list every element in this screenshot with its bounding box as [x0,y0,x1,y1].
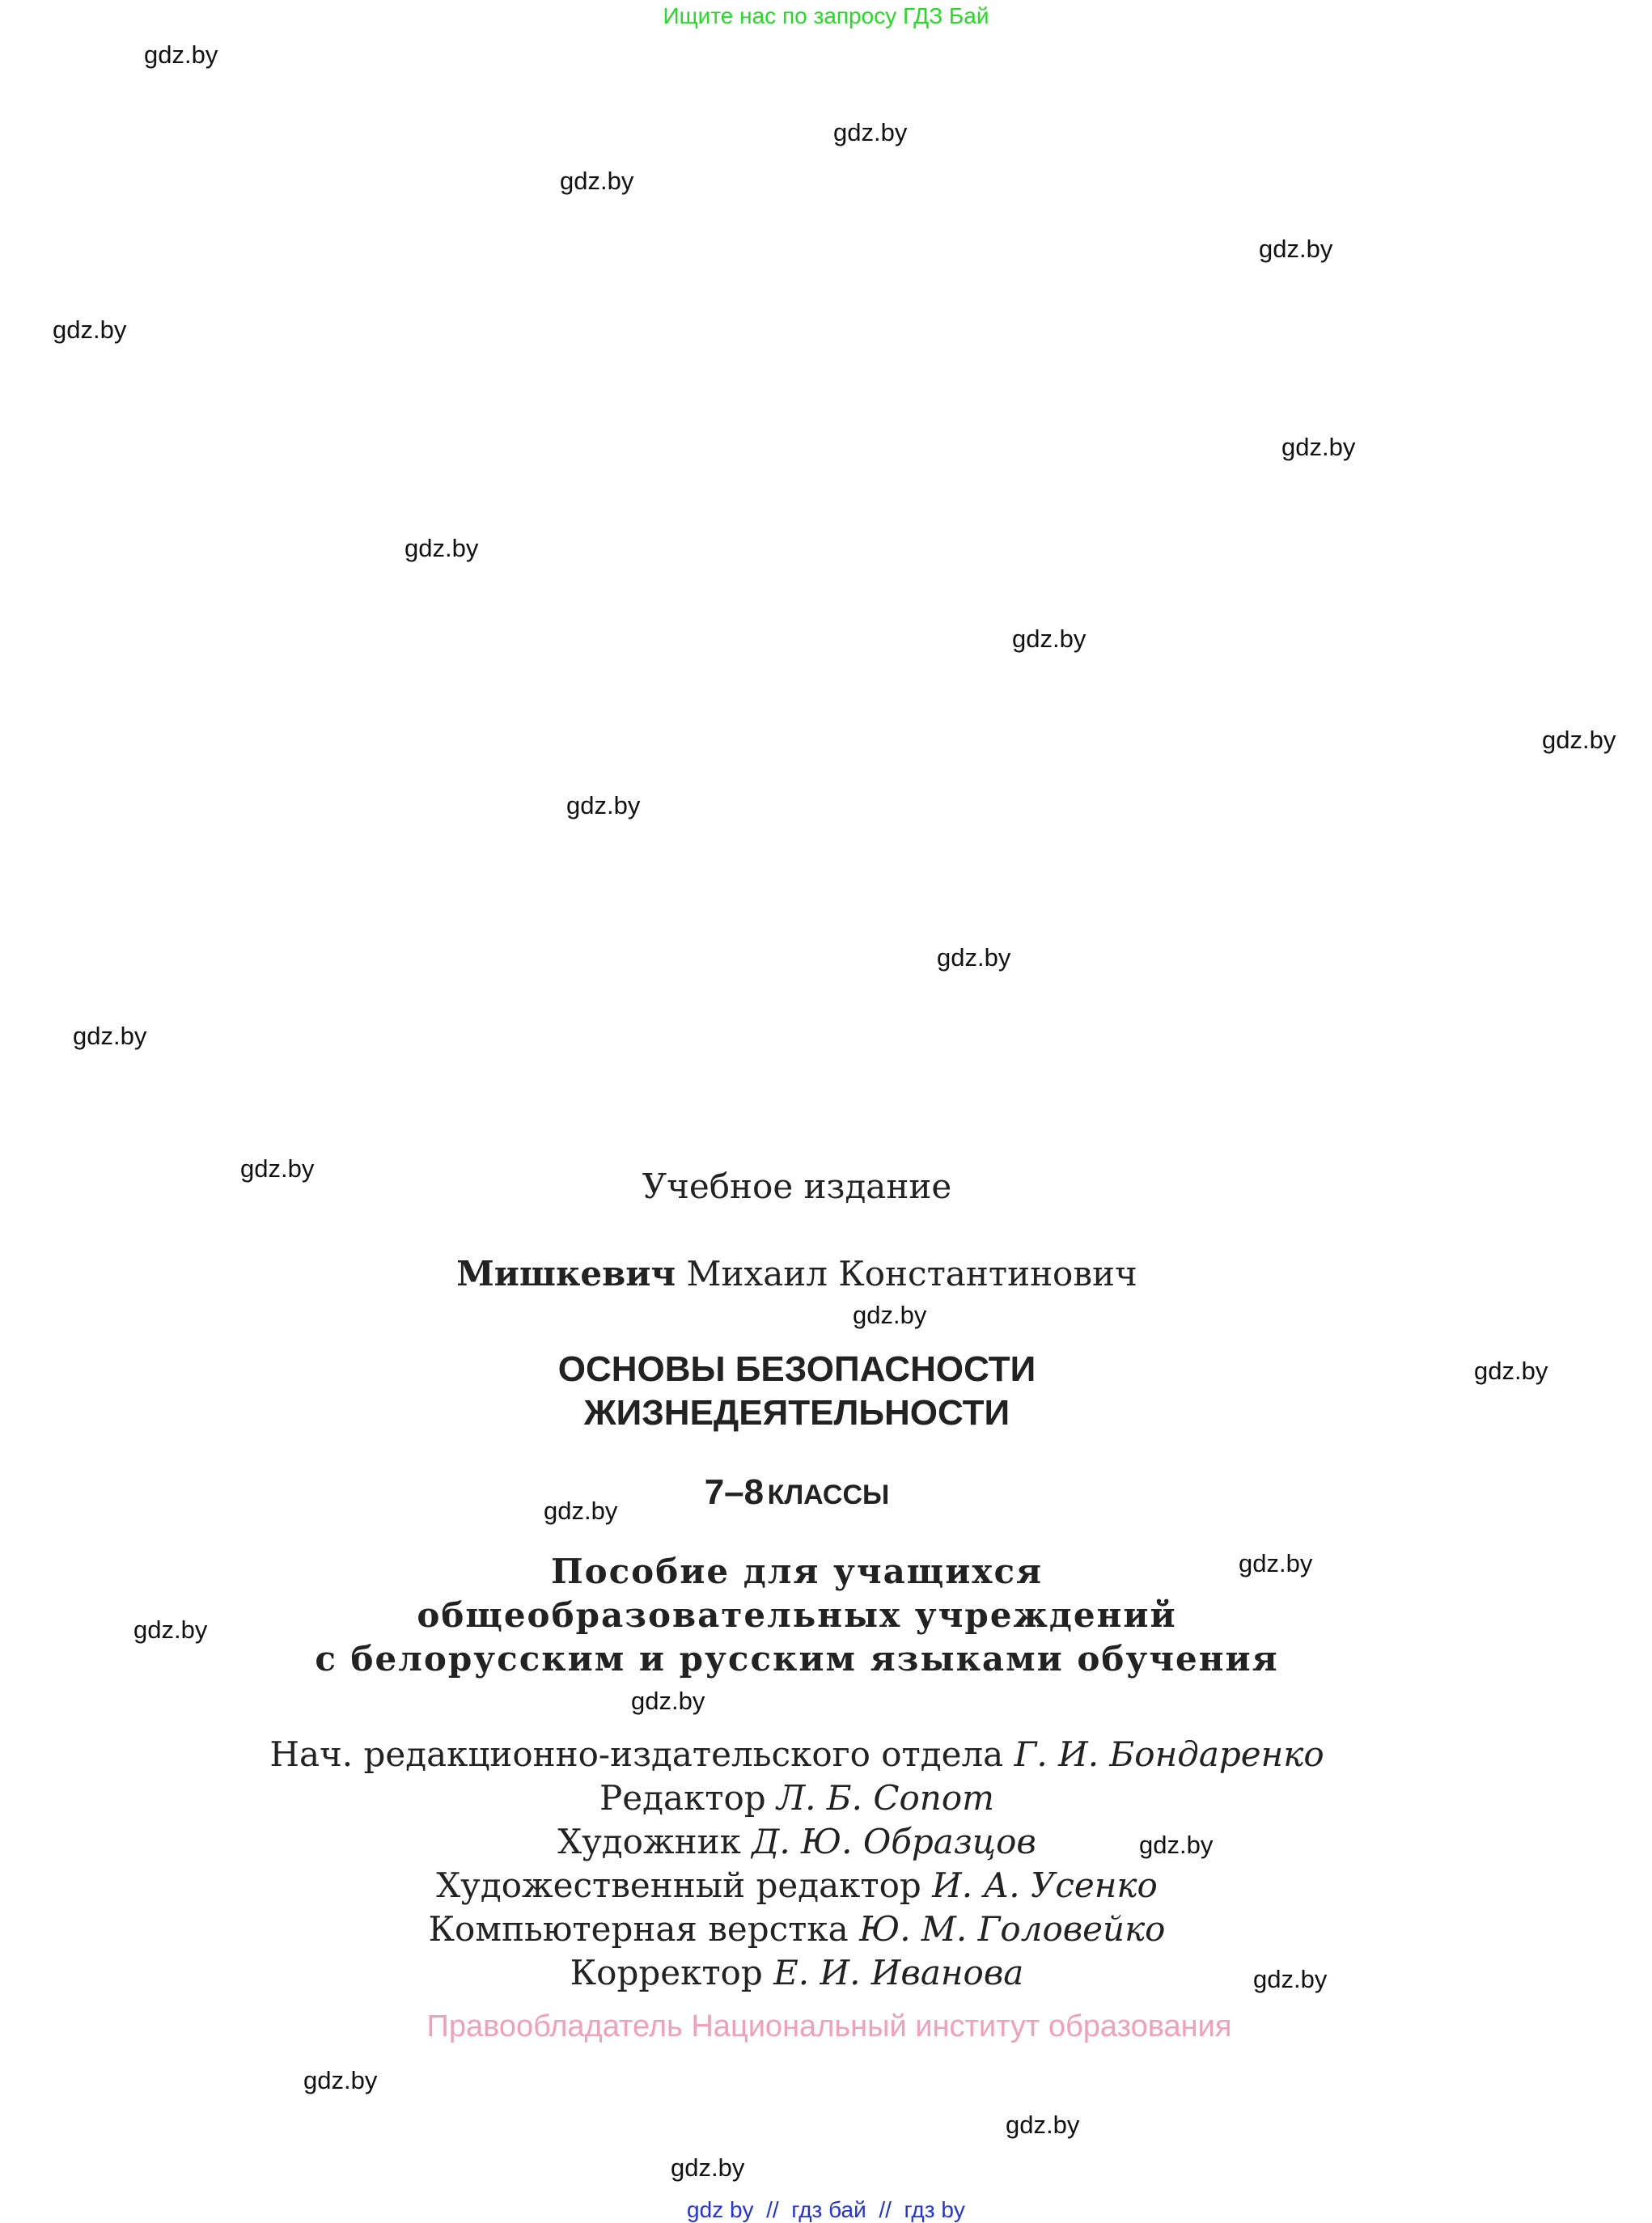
author [0,1254,1594,1294]
subtitle-line2: общеобразовательных учреждений [417,1595,1177,1635]
credit-person: Д. Ю. Образцов [752,1822,1036,1861]
watermark: gdz.by [1281,433,1356,461]
credit-role: Художник [557,1822,741,1861]
title-line1: ОСНОВЫ БЕЗОПАСНОСТИ [557,1349,1036,1389]
watermark: gdz.by [566,791,641,819]
author-surname: Мишкевич [456,1254,676,1294]
title-line2: ЖИЗНЕДЕЯТЕЛЬНОСТИ [583,1393,1010,1433]
edition-type: Учебное издание [642,1167,952,1206]
credit-role: Нач. редакционно-издательского отдела [269,1734,1004,1774]
credit-person: Е. И. Иванова [773,1953,1024,1992]
separator: // [879,2197,892,2222]
watermark: gdz.by [1006,2111,1080,2139]
watermark: gdz.by [73,1022,147,1050]
watermark: gdz.by [1012,625,1087,653]
watermark: gdz.by [1239,1549,1313,1577]
watermark: gdz.by [405,534,479,562]
watermark: gdz.by [937,943,1011,972]
footer-link-gdz-by[interactable]: gdz by [687,2197,754,2222]
search-hint: Ищите нас по запросу ГДЗ Бай [663,3,989,28]
watermark: gdz.by [671,2153,745,2182]
subtitle-line3: с белорусским и русским языками обучения [315,1639,1279,1679]
watermark: gdz.by [1139,1831,1214,1859]
watermark: gdz.by [1474,1357,1548,1385]
credit-line [0,1778,1594,1818]
watermark: gdz.by [1253,1965,1328,1993]
watermark: gdz.by [1259,235,1333,263]
rights-holder: Правообладатель Национальный институт образования [426,2009,1232,2043]
credit-line [0,1909,1594,1949]
watermark: gdz.by [544,1497,618,1525]
credit-role: Художественный редактор [436,1865,921,1905]
grades [0,1472,1594,1513]
watermark: gdz.by [833,118,908,146]
footer-links [0,2197,1652,2223]
grades-label: КЛАССЫ [767,1480,890,1510]
credit-role: Корректор [570,1953,763,1992]
credit-role: Редактор [599,1778,766,1818]
watermark: gdz.by [240,1154,315,1183]
credit-line [0,1734,1594,1774]
credit-role: Компьютерная верстка [428,1909,849,1949]
watermark: gdz.by [631,1687,705,1715]
separator: // [766,2197,779,2222]
watermark: gdz.by [133,1615,208,1644]
footer-link-gdz-bai[interactable]: гдз бай [791,2197,866,2222]
subtitle-line1: Пособие для учащихся [550,1552,1044,1591]
credit-person: Л. Б. Сопот [777,1778,994,1818]
author-name: Михаил Константинович [686,1254,1137,1294]
watermark: gdz.by [303,2066,378,2094]
credit-person: И. А. Усенко [932,1865,1158,1905]
grades-number: 7–8 [704,1472,765,1512]
credit-person: Г. И. Бондаренко [1014,1734,1324,1774]
credit-line [0,1822,1594,1861]
watermark: gdz.by [144,40,218,69]
credit-line [0,1953,1594,1992]
credit-person: Ю. М. Головейко [859,1909,1166,1949]
watermark: gdz.by [853,1301,927,1329]
footer-link-gdz-by-cyr[interactable]: гдз by [904,2197,965,2222]
credit-line [0,1865,1594,1905]
watermark: gdz.by [1542,726,1616,754]
watermark: gdz.by [560,167,634,195]
watermark: gdz.by [53,315,127,344]
